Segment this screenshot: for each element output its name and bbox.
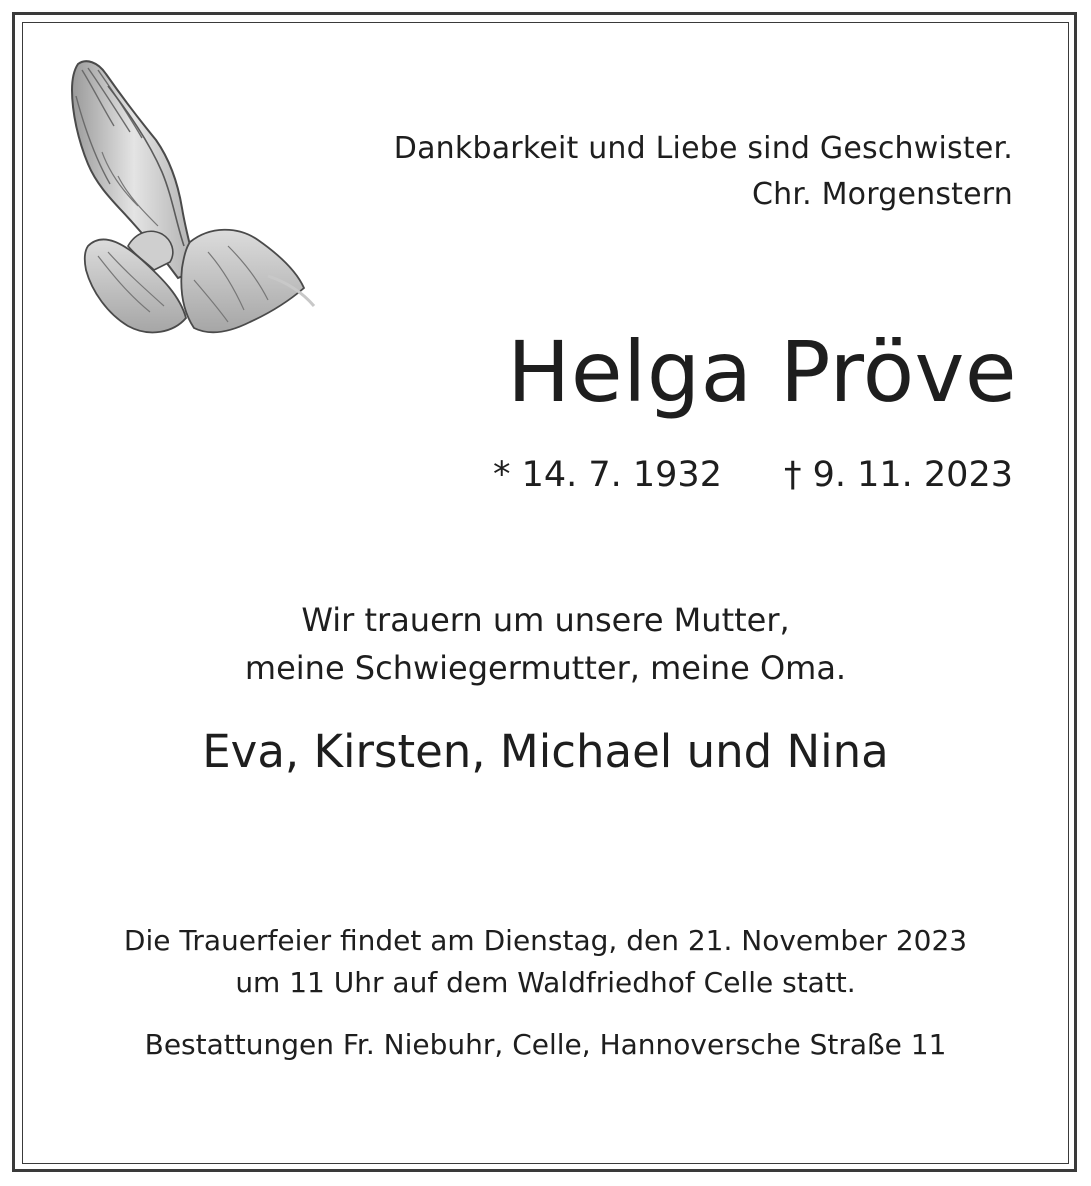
mourning-text xyxy=(0,596,1091,692)
quote-block xyxy=(394,126,1013,218)
quote-author: Chr. Morgenstern xyxy=(751,177,1013,212)
mourning-line-1: Wir trauern um unsere Mutter, xyxy=(301,601,790,639)
praying-hands-icon xyxy=(58,56,318,356)
service-info xyxy=(0,920,1091,1004)
mourning-line-2: meine Schwiegermutter, meine Oma. xyxy=(244,649,847,687)
service-line-2: um 11 Uhr auf dem Waldfriedhof Celle statt. xyxy=(235,966,856,999)
death-date: † 9. 11. 2023 xyxy=(783,455,1013,495)
life-dates xyxy=(493,452,1013,498)
undertaker-info: Bestattungen Fr. Niebuhr, Celle, Hannoversche Straße 11 xyxy=(144,1028,947,1061)
birth-date: * 14. 7. 1932 xyxy=(492,455,722,495)
quote-text: Dankbarkeit und Liebe sind Geschwister. xyxy=(393,131,1013,166)
family-names: Eva, Kirsten, Michael und Nina xyxy=(202,725,889,778)
service-line-1: Die Trauerfeier findet am Dienstag, den 21. November 2023 xyxy=(123,924,968,957)
deceased-name: Helga Pröve xyxy=(507,323,1017,421)
